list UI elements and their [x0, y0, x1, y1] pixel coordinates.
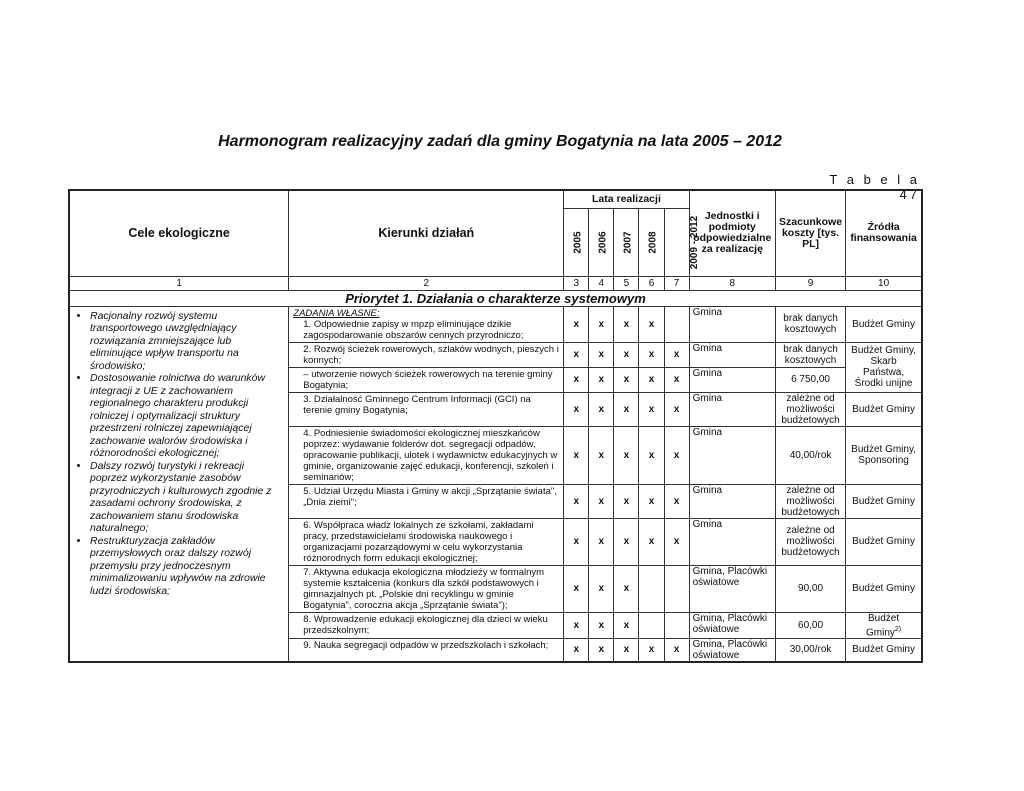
- year-mark: x: [564, 484, 589, 518]
- year-mark: x: [614, 426, 639, 484]
- year-mark: [664, 612, 689, 638]
- year-mark: x: [564, 306, 589, 342]
- kierunek-text: 6. Współpraca władz lokalnych ze szkołami, zakładami pracy, przedstawicielami środowiska naukowego i organizacjami pozarządowymi w celu wykorzystania różnorodnych form edukacji ekologicznej;: [303, 519, 534, 564]
- kierunek-text: 7. Aktywna edukacja ekologiczna młodzieży w formalnym systemie kształcenia (konkurs dla szkół podstawowych i gimnazjalnych pt. „Polskie dni recyklingu w gminie Bogatynia", coroczna akcja „Sprzątanie świata");: [303, 566, 545, 611]
- zrodlo-cell: Budżet Gminy, Skarb Państwa, Środki unijne: [846, 342, 922, 392]
- year-mark: x: [589, 342, 614, 367]
- year-mark: x: [664, 484, 689, 518]
- year-mark: x: [589, 392, 614, 426]
- kierunek-cell: [289, 612, 564, 638]
- koszt-cell: 30,00/rok: [775, 638, 845, 662]
- year-mark: x: [614, 518, 639, 565]
- kierunek-cell: [289, 484, 564, 518]
- page-title: Harmonogram realizacyjny zadań dla gminy Bogatynia na lata 2005 – 2012: [218, 133, 782, 150]
- year-mark: x: [564, 612, 589, 638]
- header-year: 2009 - 2012: [664, 208, 689, 276]
- year-mark: x: [564, 367, 589, 392]
- year-mark: [664, 565, 689, 612]
- kierunek-cell: [289, 306, 564, 342]
- kierunek-text: 4. Podniesienie świadomości ekologicznej mieszkańców poprzez: wydawanie folderów dot. segregacji odpadów, opracowanie publikacji, ulotek i wydawnictw edukacyjnych w gminie, organizowanie zajęć edukacji, konferencji, szkoleń i seminariów;: [303, 427, 558, 483]
- year-mark: x: [639, 426, 664, 484]
- koszt-cell: brak danych kosztowych: [775, 342, 845, 367]
- kierunek-cell: [289, 518, 564, 565]
- zrodlo-cell: Budżet Gminy: [846, 306, 922, 342]
- zrodlo-cell: Budżet Gminy: [846, 638, 922, 662]
- koszt-cell: 60,00: [775, 612, 845, 638]
- col-number: 10: [846, 276, 922, 290]
- kierunek-text: 8. Wprowadzenie edukacji ekologicznej dla dzieci w wieku przedszkolnym;: [303, 613, 548, 636]
- koszt-cell: 40,00/rok: [775, 426, 845, 484]
- header-koszty: Szacunkowe koszty [tys. PL]: [775, 190, 845, 276]
- koszt-cell: zależne od możliwości budżetowych: [775, 392, 845, 426]
- col-number: 1: [69, 276, 289, 290]
- year-mark: x: [589, 426, 614, 484]
- kierunek-cell: [289, 426, 564, 484]
- year-mark: [639, 565, 664, 612]
- year-mark: x: [564, 638, 589, 662]
- header-cele: Cele ekologiczne: [69, 190, 289, 276]
- year-mark: x: [589, 565, 614, 612]
- header-year: 2008: [639, 208, 664, 276]
- col-number: 2: [289, 276, 564, 290]
- jednostka-cell: Gmina: [689, 518, 775, 565]
- year-mark: x: [664, 638, 689, 662]
- year-mark: x: [564, 392, 589, 426]
- zrodlo-cell: Budżet Gminy: [846, 565, 922, 612]
- jednostka-cell: Gmina: [689, 426, 775, 484]
- koszt-cell: zależne od możliwości budżetowych: [775, 484, 845, 518]
- koszt-cell: 90,00: [775, 565, 845, 612]
- col-number: 4: [589, 276, 614, 290]
- year-mark: x: [564, 342, 589, 367]
- header-jednostki: Jednostki i podmioty odpowiedzialne za realizację: [689, 190, 775, 276]
- year-mark: x: [664, 342, 689, 367]
- cel-item: • Dostosowanie rolnictwa do warunków integracji z UE z zachowaniem regionalnego charakteru produkcji rolniczej i optymalizacji struktury przestrzeni rolniczej zapewniającej zachowanie walorów środowiska i różnorodności ekologicznej;: [90, 372, 284, 460]
- year-mark: x: [639, 367, 664, 392]
- kierunek-cell: [289, 367, 564, 392]
- cel-item: • Dalszy rozwój turystyki i rekreacji poprzez wykorzystanie zasobów przyrodniczych i kulturowych zgodnie z zasadami ochrony środowiska, z zachowaniem stanu środowiska naturalnego;: [90, 460, 284, 535]
- year-mark: x: [614, 367, 639, 392]
- year-mark: x: [639, 306, 664, 342]
- cel-item: • Racjonalny rozwój systemu transportowego uwzględniający rozwiązania zmniejszające lub eliminujące wpływ transportu na środowisko;: [90, 310, 284, 373]
- year-mark: x: [639, 638, 664, 662]
- year-mark: x: [639, 518, 664, 565]
- col-number: 3: [564, 276, 589, 290]
- year-mark: x: [664, 367, 689, 392]
- kierunek-text: 3. Działalność Gminnego Centrum Informacji (GCI) na terenie gminy Bogatynia;: [303, 393, 531, 416]
- zrodlo-text: Budżet Gminy: [866, 612, 900, 638]
- schedule-table: [68, 189, 923, 663]
- year-mark: x: [589, 518, 614, 565]
- table-label: T a b e l a 47: [829, 172, 920, 202]
- jednostka-cell: Gmina: [689, 367, 775, 392]
- year-mark: x: [639, 484, 664, 518]
- year-mark: x: [614, 484, 639, 518]
- table-row: [69, 306, 922, 342]
- kierunek-text: – utworzenie nowych ścieżek rowerowych na terenie gminy Bogatynia;: [303, 368, 553, 391]
- year-mark: x: [664, 518, 689, 565]
- zrodlo-cell: Budżet Gminy: [846, 484, 922, 518]
- kierunek-text: 5. Udział Urzędu Miasta i Gminy w akcji „Sprzątanie świata", „Dnia ziemi";: [303, 485, 557, 508]
- header-kierunki: Kierunki działań: [289, 190, 564, 276]
- priority-heading: Priorytet 1. Działania o charakterze systemowym: [69, 290, 922, 306]
- kierunek-text: 1. Odpowiednie zapisy w mpzp eliminujące dzikie zagospodarowanie obszarów cennych przyrodniczo;: [303, 318, 524, 341]
- year-mark: x: [639, 392, 664, 426]
- col-number: 9: [775, 276, 845, 290]
- header-year: 2005: [564, 208, 589, 276]
- year-mark: x: [589, 612, 614, 638]
- jednostka-cell: Gmina: [689, 392, 775, 426]
- footnote-marker: 2): [894, 625, 902, 633]
- kierunek-cell: [289, 342, 564, 367]
- year-mark: x: [614, 565, 639, 612]
- year-mark: x: [589, 306, 614, 342]
- zrodlo-cell: Budżet Gminy, Sponsoring: [846, 426, 922, 484]
- jednostka-cell: Gmina: [689, 306, 775, 342]
- year-mark: x: [614, 392, 639, 426]
- zrodlo-cell: [846, 612, 922, 638]
- year-mark: x: [589, 367, 614, 392]
- header-year: 2007: [614, 208, 639, 276]
- kierunek-cell: [289, 638, 564, 662]
- year-mark: [639, 612, 664, 638]
- header-lata: Lata realizacji: [564, 190, 689, 208]
- year-mark: x: [589, 638, 614, 662]
- year-mark: [664, 306, 689, 342]
- kierunek-text: 2. Rozwój ścieżek rowerowych, szlaków wodnych, pieszych i konnych;: [303, 343, 559, 366]
- year-mark: x: [664, 392, 689, 426]
- year-mark: x: [589, 484, 614, 518]
- cele-cell: [69, 306, 289, 662]
- jednostka-cell: Gmina: [689, 484, 775, 518]
- jednostka-cell: Gmina, Placówki oświatowe: [689, 612, 775, 638]
- year-mark: x: [614, 612, 639, 638]
- year-mark: x: [564, 565, 589, 612]
- col-number: 5: [614, 276, 639, 290]
- koszt-cell: zależne od możliwości budżetowych: [775, 518, 845, 565]
- jednostka-cell: Gmina, Placówki oświatowe: [689, 565, 775, 612]
- koszt-cell: brak danych kosztowych: [775, 306, 845, 342]
- zrodlo-cell: Budżet Gminy: [846, 518, 922, 565]
- kierunek-cell: [289, 392, 564, 426]
- cel-item: • Restrukturyzacja zakładów przemysłowych oraz dalszy rozwój przemysłu przy jednoczesnym minimalizowaniu wpływów na zdrowie ludzi środowiska;: [90, 535, 284, 598]
- column-numbers-row: [69, 276, 922, 290]
- zadania-wlasne-label: ZADANIA WŁASNE:: [293, 307, 380, 319]
- zrodlo-cell: Budżet Gminy: [846, 392, 922, 426]
- header-year: 2006: [589, 208, 614, 276]
- col-number: 8: [689, 276, 775, 290]
- kierunek-cell: [289, 565, 564, 612]
- kierunek-text: 9. Nauka segregacji odpadów w przedszkolach i szkołach;: [303, 639, 549, 651]
- col-number: 7: [664, 276, 689, 290]
- year-mark: x: [614, 306, 639, 342]
- jednostka-cell: Gmina, Placówki oświatowe: [689, 638, 775, 662]
- year-mark: x: [614, 342, 639, 367]
- year-mark: x: [564, 518, 589, 565]
- col-number: 6: [639, 276, 664, 290]
- header-zrodla: Źródła finansowania: [846, 190, 922, 276]
- year-mark: x: [664, 426, 689, 484]
- jednostka-cell: Gmina: [689, 342, 775, 367]
- year-mark: x: [614, 638, 639, 662]
- year-mark: x: [639, 342, 664, 367]
- koszt-cell: 6 750,00: [775, 367, 845, 392]
- year-mark: x: [564, 426, 589, 484]
